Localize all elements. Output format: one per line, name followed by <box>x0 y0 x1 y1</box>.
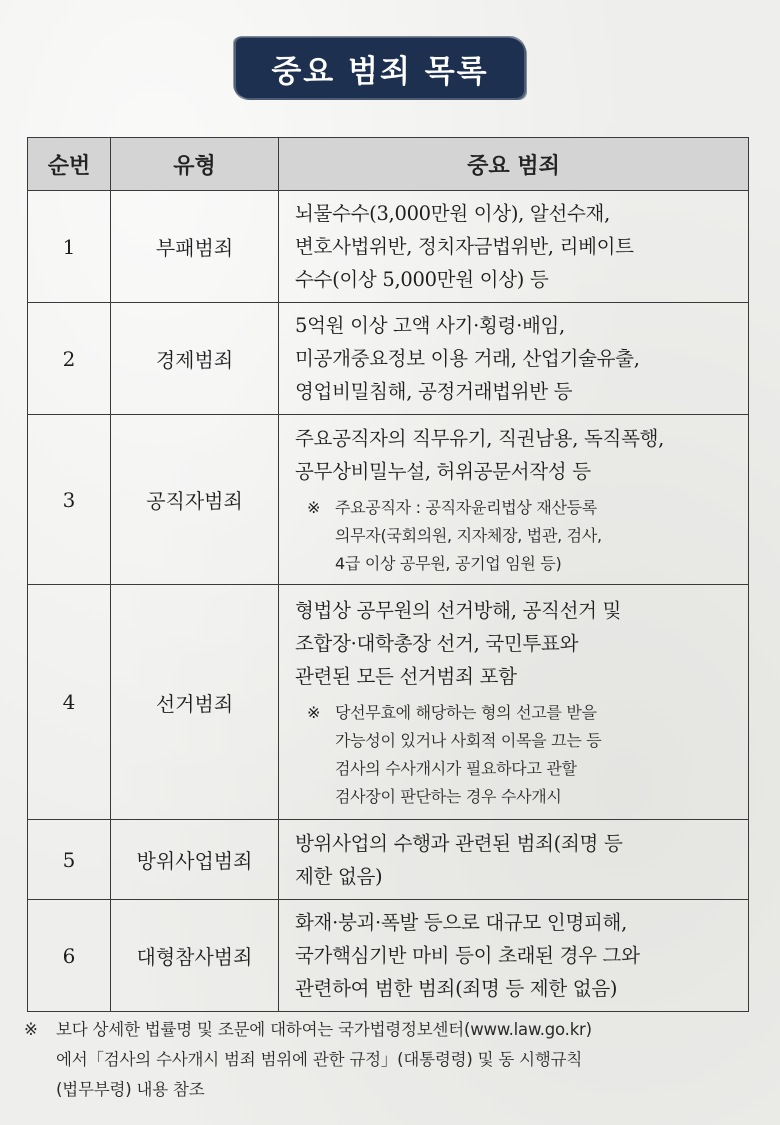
crime-line: 화재·붕괴·폭발 등으로 대규모 인명피해, <box>295 911 627 934</box>
table-row <box>28 303 749 415</box>
note-line: 검사장이 판단하는 경우 수사개시 <box>335 786 562 806</box>
crime-line: 5억원 이상 고액 사기·횡령·배임, <box>295 314 565 337</box>
table-row <box>28 900 749 1012</box>
footnote <box>24 1015 764 1105</box>
table-row <box>28 585 749 820</box>
note-line: 당선무효에 해당하는 형의 선고를 받을 <box>335 702 597 722</box>
crime-line: 형법상 공무원의 선거방해, 공직선거 및 <box>295 598 622 622</box>
crime-line: 방위사업의 수행과 관련된 범죄(죄명 등 <box>295 831 623 855</box>
crime-line: 제한 없음) <box>295 864 383 888</box>
row-num: 6 <box>28 900 111 1012</box>
row-type: 경제범죄 <box>111 303 279 415</box>
crime-table <box>27 137 749 1012</box>
crime-line: 미공개중요정보 이용 거래, 산업기술유출, <box>295 347 640 370</box>
table-header-row <box>28 138 749 191</box>
row-crimes <box>279 303 749 415</box>
row-num: 3 <box>28 415 111 585</box>
row-type: 부패범죄 <box>111 191 279 303</box>
note-line: 주요공직자 : 공직자윤리법상 재산등록 <box>335 497 597 517</box>
crime-line: 뇌물수수(3,000만원 이상), 알선수재, <box>295 202 610 225</box>
header-crimes: 중요 범죄 <box>279 138 749 191</box>
crime-line: 수수(이상 5,000만원 이상) 등 <box>295 268 549 291</box>
footnote-line: (법무부령) 내용 참조 <box>56 1080 205 1099</box>
crime-line: 조합장·대학총장 선거, 국민투표와 <box>295 631 579 655</box>
crime-line: 관련하여 범한 범죄(죄명 등 제한 없음) <box>295 977 618 1000</box>
note-line: 가능성이 있거나 사회적 이목을 끄는 등 <box>335 730 602 750</box>
footnote-line: 보다 상세한 법률명 및 조문에 대하여는 국가법령정보센터(www.law.go.kr) <box>56 1020 592 1039</box>
footnote-mark: ※ <box>24 1020 38 1039</box>
crime-line: 변호사법위반, 정치자금법위반, 리베이트 <box>295 235 634 258</box>
row-type: 선거범죄 <box>111 585 279 820</box>
row-num: 2 <box>28 303 111 415</box>
row-crimes <box>279 820 749 900</box>
row-note <box>295 494 738 578</box>
row-crimes <box>279 415 749 585</box>
row-crimes <box>279 191 749 303</box>
row-type: 방위사업범죄 <box>111 820 279 900</box>
row-type: 공직자범죄 <box>111 415 279 585</box>
footnote-line: 에서「검사의 수사개시 범죄 범위에 관한 규정」(대통령령) 및 동 시행규칙 <box>56 1050 583 1069</box>
page-title: 중요 범죄 목록 <box>271 53 489 90</box>
row-num: 4 <box>28 585 111 820</box>
header-type: 유형 <box>111 138 279 191</box>
row-note <box>295 699 738 811</box>
row-num: 1 <box>28 191 111 303</box>
crime-line: 영업비밀침해, 공정거래법위반 등 <box>295 380 573 403</box>
crime-line: 공무상비밀누설, 허위공문서작성 등 <box>295 459 591 483</box>
table-row <box>28 415 749 585</box>
row-crimes <box>279 900 749 1012</box>
table-row <box>28 820 749 900</box>
table-row <box>28 191 749 303</box>
row-type: 대형참사범죄 <box>111 900 279 1012</box>
note-line: 검사의 수사개시가 필요하다고 관할 <box>335 758 577 778</box>
crime-line: 주요공직자의 직무유기, 직권남용, 독직폭행, <box>295 426 665 450</box>
crime-line: 국가핵심기반 마비 등이 초래된 경우 그와 <box>295 944 640 967</box>
row-num: 5 <box>28 820 111 900</box>
note-mark: ※ <box>307 702 321 722</box>
header-num: 순번 <box>28 138 111 191</box>
title-banner <box>236 38 524 98</box>
row-crimes <box>279 585 749 820</box>
note-line: 4급 이상 공무원, 공기업 임원 등) <box>335 553 562 573</box>
note-mark: ※ <box>307 497 321 517</box>
crime-line: 관련된 모든 선거범죄 포함 <box>295 664 517 688</box>
note-line: 의무자(국회의원, 지자체장, 법관, 검사, <box>335 525 602 545</box>
